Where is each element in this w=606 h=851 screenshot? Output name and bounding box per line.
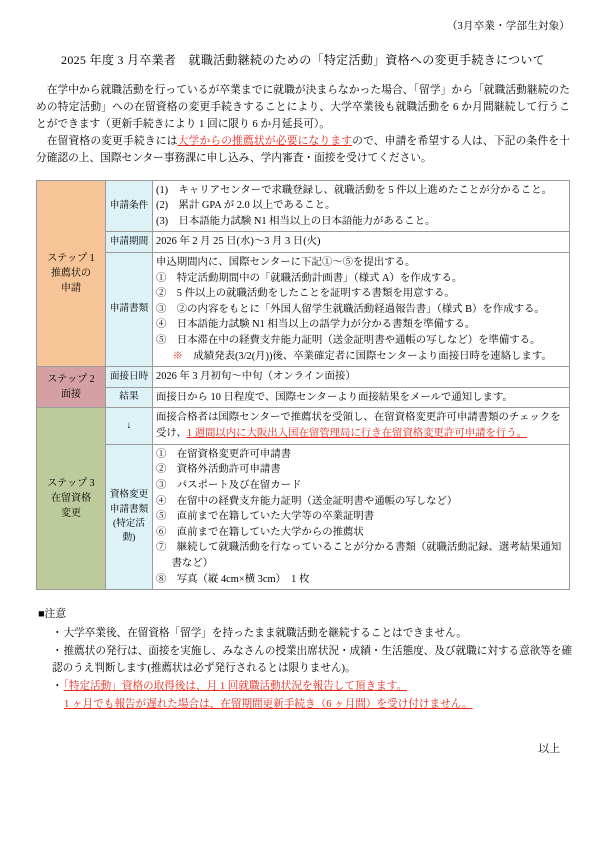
intro-paragraph-1: 在学中から就職活動を行っているが卒業までに就職が決まらなかった場合、「留学」から「就職活動継続のための特定活動」への在留資格の変更手続きすることにより、大学卒業後も就職活動を 6 か月間継続して行うことができます（更新手続きにより 1 回に限り 6 か月延長可）。 (36, 84, 570, 130)
list-item: ⑥ 直前まで在籍していた大学からの推薦状 (156, 526, 364, 538)
step2-label-cell (37, 367, 106, 408)
table-row (37, 180, 570, 232)
step1-label-cell (37, 180, 106, 367)
step3-arrow-text: 面接合格者は国際センターで推薦状を受領し、在留資格変更許可申請書類のチェックを受け、 (156, 412, 561, 440)
steps-table (36, 180, 570, 591)
list-item: ⑤ 直前まで在籍していた大学等の卒業証明書 (156, 511, 375, 523)
intro-p2-highlight: 大学からの推薦状が必要になります (177, 134, 353, 147)
steps-table-wrapper (0, 180, 606, 591)
table-row (37, 232, 570, 253)
list-item: ⑤ 日本滞在中の経費支弁能力証明（送金証明書や通帳の写しなど）を準備する。 (156, 335, 541, 347)
bullet-icon: ・ (52, 627, 63, 639)
step1-label-line2: 推薦状の (51, 267, 91, 279)
list-item: ② 資格外活動許可申請書 (156, 464, 281, 476)
table-row (37, 252, 570, 366)
step2-interview-label: 面接日時 (106, 367, 153, 388)
note-item (38, 625, 576, 642)
asterisk-icon: ※ (172, 350, 184, 362)
step3-documents-label-line2: 申請書類 (109, 503, 149, 515)
page-title: 2025 年度 3 月卒業者 就職活動継続のための「特定活動」資格への変更手続きについて (61, 53, 545, 67)
note-text: 1 ヶ月でも報告が遅れた場合は、在留期間更新手続き（6 ヶ月間）を受け付けません。 (64, 699, 473, 711)
list-item: ③ パスポート及び在留カード (156, 479, 302, 491)
note-text: 「特定活動」資格の取得後は、月 1 回就職活動状況を報告して頂きます。 (63, 681, 408, 693)
step3-documents-label-line1: 資格変更 (109, 489, 149, 501)
intro-p2-after: ので、申請を希望する人は、下記の条件を十分確認の上、国際センター事務課に申し込み、学内審査・面接を受けてください。 (36, 134, 570, 164)
step3-documents-label-line3: (特定活動) (113, 517, 145, 544)
table-row (37, 367, 570, 388)
step3-label-cell (37, 408, 106, 590)
list-item: (3) 日本語能力試験 N1 相当以上の日本語能力があること。 (156, 215, 436, 227)
step3-arrow-content (153, 408, 570, 444)
step1-label-line1: ステップ 1 (47, 252, 95, 264)
list-item: ⑧ 写真（縦 4cm×横 3cm） 1 枚 (156, 573, 310, 585)
step2-interview-value: 2026 年 3 月初旬～中旬（オンライン面接） (153, 367, 570, 388)
down-arrow-icon: ↓ (106, 408, 153, 444)
step3-documents-label (106, 444, 153, 589)
step1-documents-label: 申請書類 (106, 252, 153, 366)
list-item: ④ 在留中の経費支弁能力証明（送金証明書や通帳の写しなど） (156, 495, 458, 507)
step3-label-line3: 変更 (61, 508, 81, 520)
intro-paragraph-2 (36, 133, 570, 167)
step1-period-value: 2026 年 2 月 25 日(水)～3 月 3 日(火) (153, 232, 570, 253)
list-item: (2) 累計 GPA が 2.0 以上であること。 (156, 200, 336, 212)
step1-documents-note-text: 成績発表(3/2(月))後、卒業確定者に国際センターより面接日時を連絡します。 (183, 350, 552, 362)
table-row (37, 387, 570, 408)
notes-heading: ■注意 (38, 608, 67, 621)
list-item: ② 5 件以上の就職活動をしたことを証明する書類を用意する。 (156, 288, 455, 300)
list-item: ① 特定活動期間中の「就職活動計画書」（様式 A）を作成する。 (156, 272, 463, 284)
step1-conditions-content (153, 180, 570, 232)
step2-result-label: 結果 (106, 387, 153, 408)
step2-label-line2: 面接 (61, 389, 81, 401)
note-text: 大学卒業後、在留資格「留学」を持ったまま就職活動を継続することはできません。 (63, 627, 467, 639)
table-row (37, 408, 570, 444)
note-item (38, 696, 576, 713)
audience-note: （3月卒業・学部生対象） (446, 21, 570, 32)
step1-period-label: 申請期間 (106, 232, 153, 253)
step1-label-line3: 申請 (61, 282, 81, 294)
list-item: ③ ②の内容をもとに「外国人留学生就職活動経過報告書」（様式 B）を作成する。 (156, 303, 545, 315)
intro-p2-before: 在留資格の変更手続きには (46, 134, 178, 147)
list-item: ⑦ 継続して就職活動を行なっていることが分かる書類（就職活動記録、選考結果通知書など） (156, 542, 562, 569)
note-text: 推薦状の発行は、面接を実施し、みなさんの授業出席状況・成績・生活態度、及び就職に対する意欲等を確認のうえ判断します(推薦状は必ず発行されるとは限りません)。 (52, 645, 573, 674)
step3-documents-content (153, 444, 570, 589)
list-item: (1) キャリアセンターで求職登録し、就職活動を 5 件以上進めたことが分かること。 (156, 184, 553, 196)
step1-documents-content (153, 252, 570, 366)
step1-documents-intro: 申込期間内に、国際センターに下記①～⑤を提出する。 (156, 256, 416, 268)
list-item: ④ 日本語能力試験 N1 相当以上の語学力が分かる書類を準備する。 (156, 319, 476, 331)
step3-arrow-highlight: 1 週間以内に大阪出入国在留管理局に行き在留資格変更許可申請を行う。 (186, 428, 528, 440)
closing-text: 以上 (538, 743, 560, 756)
note-item (38, 678, 576, 695)
bullet-icon: ・ (52, 645, 63, 657)
step1-documents-note (156, 349, 566, 365)
step2-result-value: 面接日から 10 日程度で、国際センターより面接結果をメールで通知します。 (153, 387, 570, 408)
notes-section (0, 606, 606, 713)
step3-label-line2: 在留資格 (51, 493, 91, 505)
list-item: ① 在留資格変更許可申請書 (156, 448, 292, 460)
table-row (37, 444, 570, 589)
note-item (38, 643, 576, 677)
step2-label-line1: ステップ 2 (47, 374, 95, 386)
bullet-icon: ・ (52, 681, 63, 693)
step1-conditions-label: 申請条件 (106, 180, 153, 232)
intro-section (0, 82, 606, 167)
step3-label-line1: ステップ 3 (47, 478, 95, 490)
